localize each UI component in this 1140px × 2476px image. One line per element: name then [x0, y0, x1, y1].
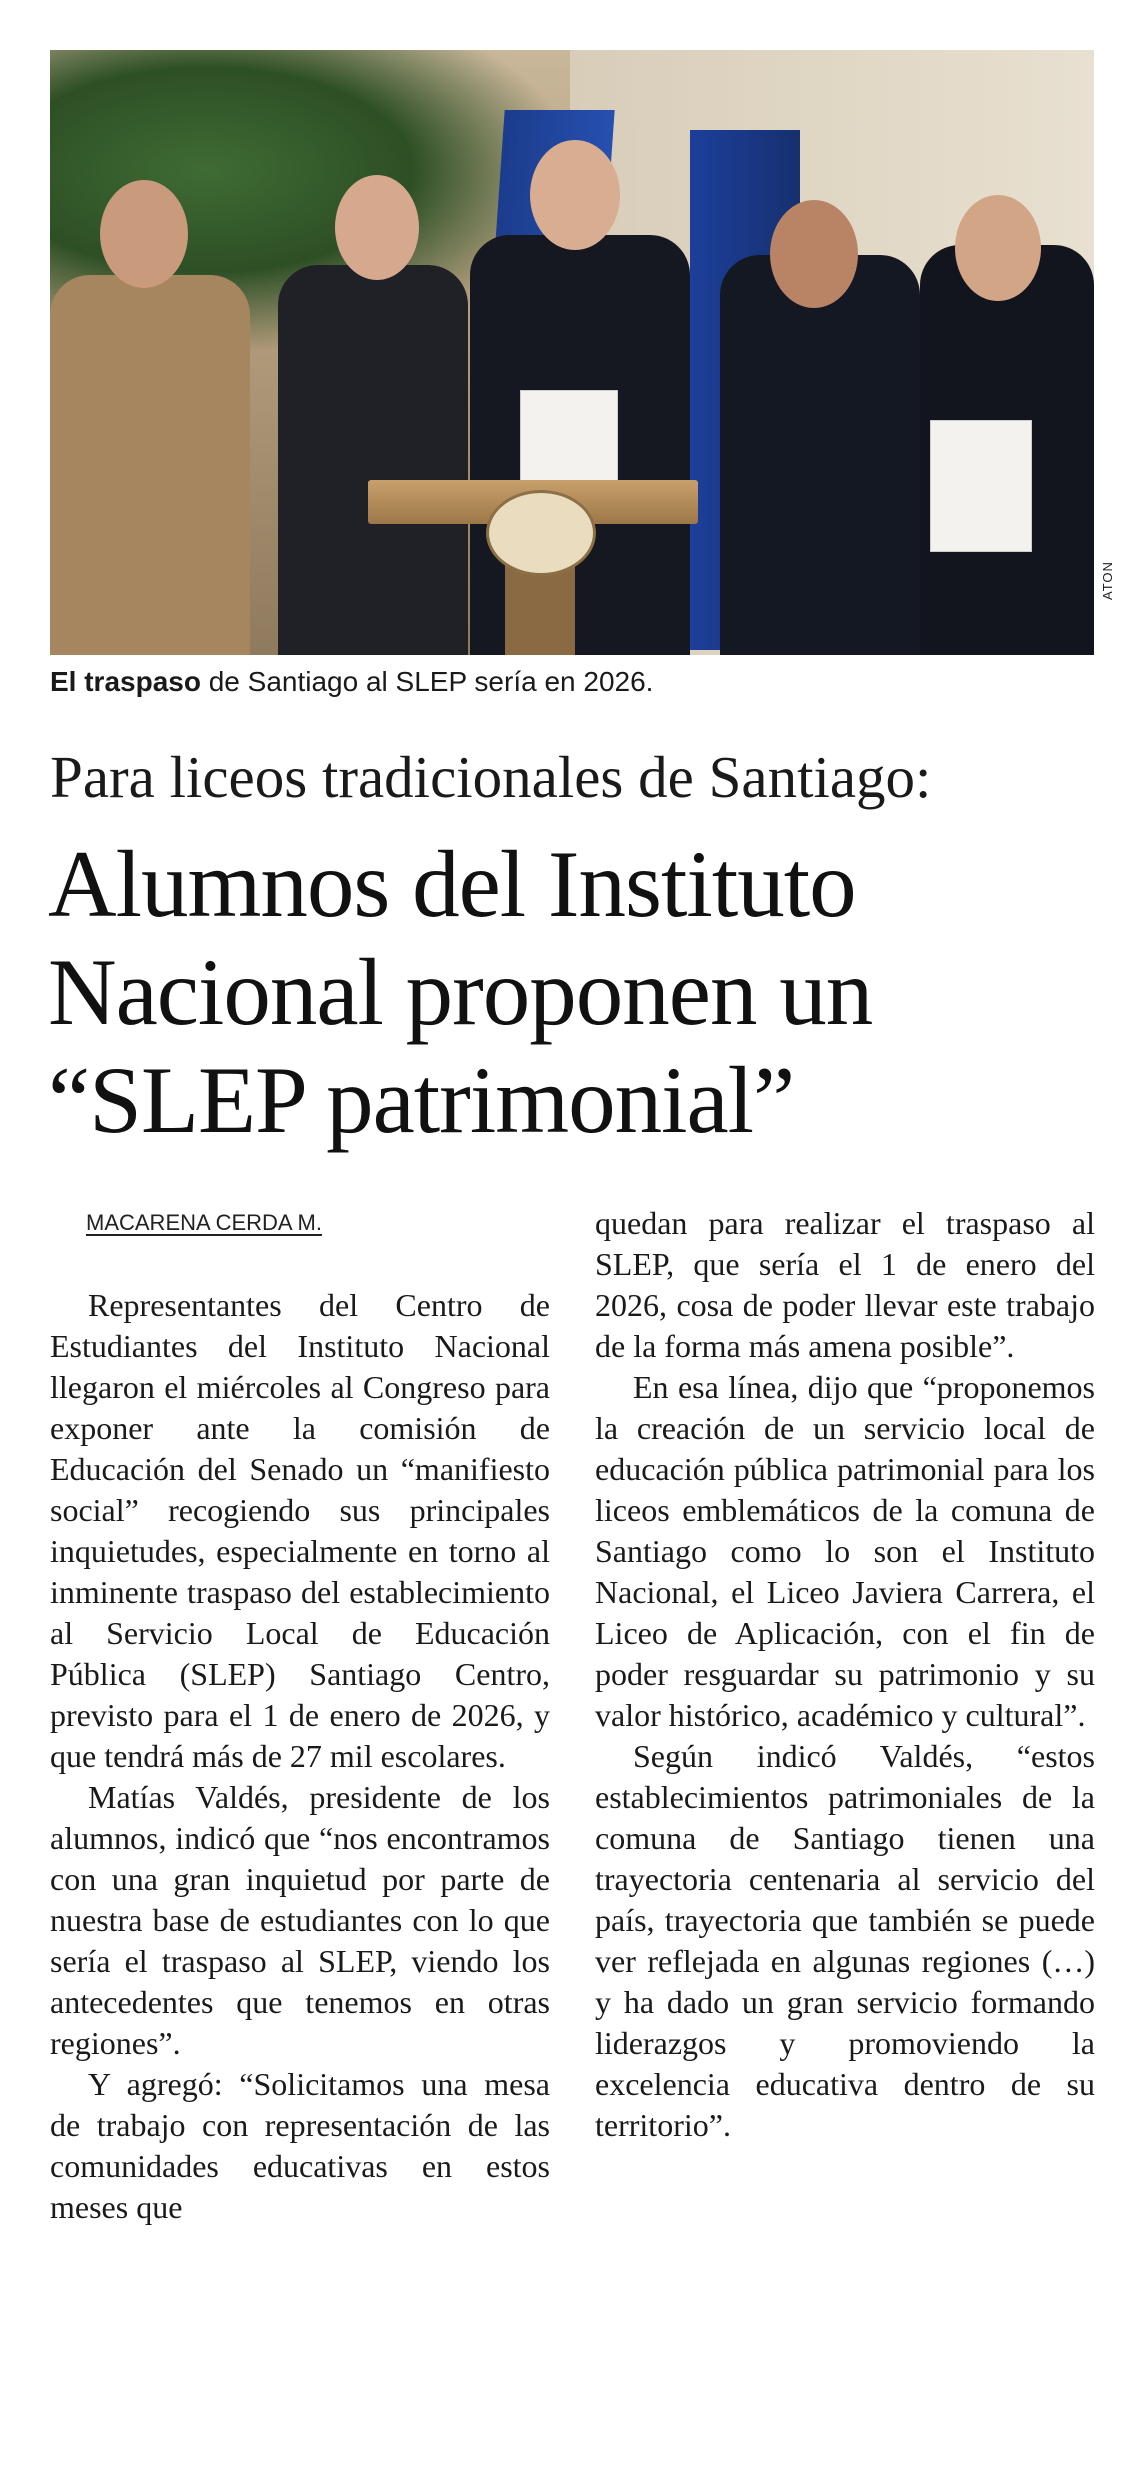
article-photo: [50, 50, 1094, 655]
photo-head-4: [770, 200, 858, 308]
body-paragraph: Según indicó Valdés, “estos establecimientos patrimoniales de la comuna de Santiago tienen una trayectoria centenaria al servicio del país, trayectoria que también se puede ver reflejada en algunas regiones (…) y ha dado un gran servicio formando liderazgos y promoviendo la excelencia educativa dentro de su territorio”.: [595, 1738, 1095, 2143]
body-paragraph: Representantes del Centro de Estudiantes del Instituto Nacional llegaron el miércoles al Congreso para exponer ante la comisión de Educación del Senado un “manifiesto social” recogiendo sus principales inquietudes, especialmente en torno al inminente traspaso del establecimiento al Servicio Local de Educación Pública (SLEP) Santiago Centro, previsto para el 1 de enero de 2026, y que tendrá más de 27 mil escolares.: [50, 1287, 550, 1774]
photo-podium-seal: [486, 490, 596, 576]
article-byline: MACARENA CERDA M.: [86, 1210, 322, 1235]
article-kicker: Para liceos tradicionales de Santiago:: [50, 744, 932, 810]
photo-person-4: [720, 255, 920, 655]
photo-caption: [50, 666, 1094, 698]
photo-head-3: [530, 140, 620, 250]
body-paragraph: Matías Valdés, presidente de los alumnos, indicó que “nos encontramos con una gran inquietud por parte de nuestra base de estudiantes con lo que sería el traspaso al SLEP, viendo los antecedentes que tenemos en otras regiones”.: [50, 1779, 550, 2061]
photo-head-2: [335, 175, 419, 280]
caption-rest: de Santiago al SLEP sería en 2026.: [200, 666, 654, 697]
photo-person-1: [50, 275, 250, 655]
photo-person-2: [278, 265, 468, 655]
body-column-left: [50, 1285, 550, 2228]
caption-lead: El traspaso: [50, 666, 201, 697]
body-paragraph: quedan para realizar el traspaso al SLEP, que sería el 1 de enero del 2026, cosa de poder llevar este trabajo de la forma más amena posible”.: [595, 1205, 1095, 1364]
photo-document-2: [930, 420, 1032, 552]
photo-credit: ATON: [1100, 561, 1115, 600]
body-column-right: [595, 1203, 1095, 2146]
photo-head-5: [955, 195, 1041, 301]
body-paragraph: Y agregó: “Solicitamos una mesa de trabajo con representación de las comunidades educativas en estos meses que: [50, 2066, 550, 2225]
body-paragraph: En esa línea, dijo que “proponemos la creación de un servicio local de educación pública patrimonial para los liceos emblemáticos de la comuna de Santiago como lo son el Instituto Nacional, el Liceo Javiera Carrera, el Liceo de Aplicación, con el fin de poder resguardar su patrimonio y su valor histórico, académico y cultural”.: [595, 1369, 1095, 1733]
article-headline: Alumnos del Instituto Nacional proponen un “SLEP patrimonial”: [48, 831, 873, 1153]
photo-head-1: [100, 180, 188, 288]
